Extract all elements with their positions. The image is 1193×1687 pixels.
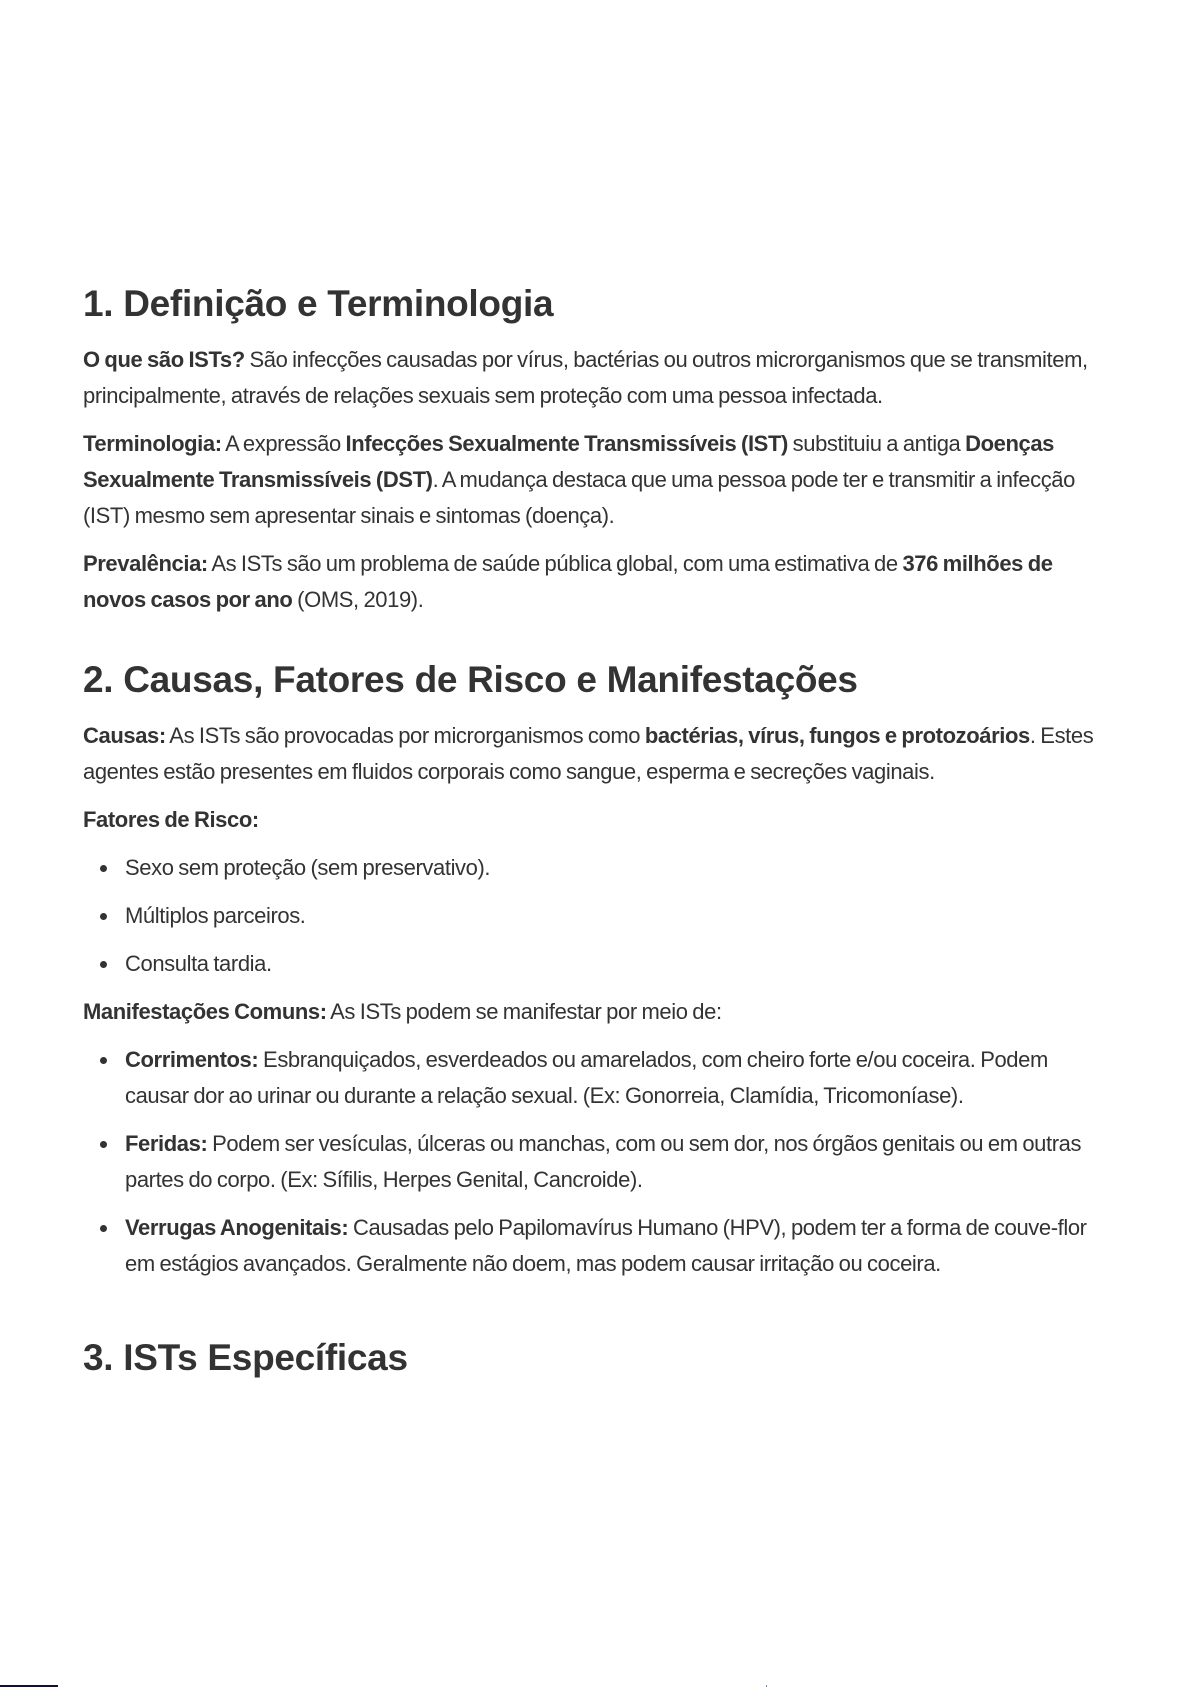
paragraph-text: . A mudança destaca que uma pessoa pode ter e transmitir a infecção (IST) mesmo sem apresentar sinais e sintomas (doença). — [83, 467, 1075, 528]
paragraph-terminology — [83, 426, 1113, 534]
list-item-text: Múltiplos parceiros. — [125, 903, 306, 928]
manifestations-list — [83, 1042, 1113, 1282]
list-item-label: Feridas: — [125, 1131, 208, 1156]
paragraph-manifestations — [83, 994, 1113, 1030]
list-item-text: Esbranquiçados, esverdeados ou amarelados, com cheiro forte e/ou coceira. Podem causar dor ao urinar ou durante a relação sexual. (Ex: Gonorreia, Clamídia, Tricomoníase). — [125, 1047, 1048, 1108]
paragraph-causes — [83, 718, 1113, 790]
paragraph-text: (OMS, 2019). — [292, 587, 424, 612]
emphasis-dst: Doenças Sexualmente Transmissíveis (DST) — [83, 431, 1054, 492]
section-specific-ists — [83, 1334, 1113, 1382]
paragraph-prevalence — [83, 546, 1113, 618]
list-item — [125, 1210, 1113, 1282]
paragraph-label: Causas: — [83, 723, 166, 748]
paragraph-text: As ISTs são um problema de saúde pública global, com uma estimativa de — [207, 551, 903, 576]
paragraph-label: O que são ISTs? — [83, 347, 245, 372]
bullet-icon — [100, 961, 107, 968]
list-item-label: Corrimentos: — [125, 1047, 259, 1072]
document-page — [83, 280, 1113, 1396]
bullet-icon — [100, 1225, 107, 1232]
paragraph-text: São infecções causadas por vírus, bactérias ou outros microrganismos que se transmitem, principalmente, através de relações sexuais sem proteção com uma pessoa infectada. — [83, 347, 1088, 408]
paragraph-text: As ISTs podem se manifestar por meio de: — [326, 999, 722, 1024]
paragraph-risk-factors-label — [83, 802, 1113, 838]
paragraph-label: Manifestações Comuns: — [83, 999, 327, 1024]
emphasis-microorganisms: bactérias, vírus, fungos e protozoários — [644, 723, 1030, 748]
section-heading: 1. Definição e Terminologia — [83, 283, 554, 324]
section-causes-risks-manifestations — [83, 656, 1113, 1282]
paragraph-label: Terminologia: — [83, 431, 222, 456]
list-item — [125, 1126, 1113, 1198]
list-item-label: Verrugas Anogenitais: — [125, 1215, 349, 1240]
list-item — [125, 898, 1113, 934]
list-item-text: Causadas pelo Papilomavírus Humano (HPV), podem ter a forma de couve-flor em estágios avançados. Geralmente não doem, mas podem causar irritação ou coceira. — [125, 1215, 1087, 1276]
list-item — [125, 850, 1113, 886]
list-item-text: Consulta tardia. — [125, 951, 272, 976]
list-item-text: Sexo sem proteção (sem preservativo). — [125, 855, 491, 880]
emphasis-cases: 376 milhões de novos casos por ano — [83, 551, 1053, 612]
emphasis-ist: Infecções Sexualmente Transmissíveis (IST) — [345, 431, 788, 456]
list-item — [125, 946, 1113, 982]
bullet-icon — [100, 913, 107, 920]
paragraph-what-are-ists — [83, 342, 1113, 414]
list-item — [125, 1042, 1113, 1114]
paragraph-text: . Estes agentes estão presentes em fluidos corporais como sangue, esperma e secreções vaginais. — [83, 723, 1094, 784]
section-definition-terminology — [83, 280, 1113, 618]
paragraph-text: As ISTs são provocadas por microrganismos como — [165, 723, 645, 748]
bullet-icon — [100, 1141, 107, 1148]
bullet-icon — [100, 1057, 107, 1064]
paragraph-label: Prevalência: — [83, 551, 208, 576]
paragraph-text: substituiu a antiga — [787, 431, 966, 456]
section-heading: 2. Causas, Fatores de Risco e Manifestações — [83, 659, 858, 700]
risk-factors-list — [83, 850, 1113, 982]
list-item-text: Podem ser vesículas, úlceras ou manchas, com ou sem dor, nos órgãos genitais ou em outras partes do corpo. (Ex: Sífilis, Herpes Genital, Cancroide). — [125, 1131, 1082, 1192]
bullet-icon — [100, 865, 107, 872]
paragraph-text: A expressão — [221, 431, 346, 456]
paragraph-label: Fatores de Risco: — [83, 807, 259, 832]
section-heading: 3. ISTs Específicas — [83, 1337, 408, 1378]
